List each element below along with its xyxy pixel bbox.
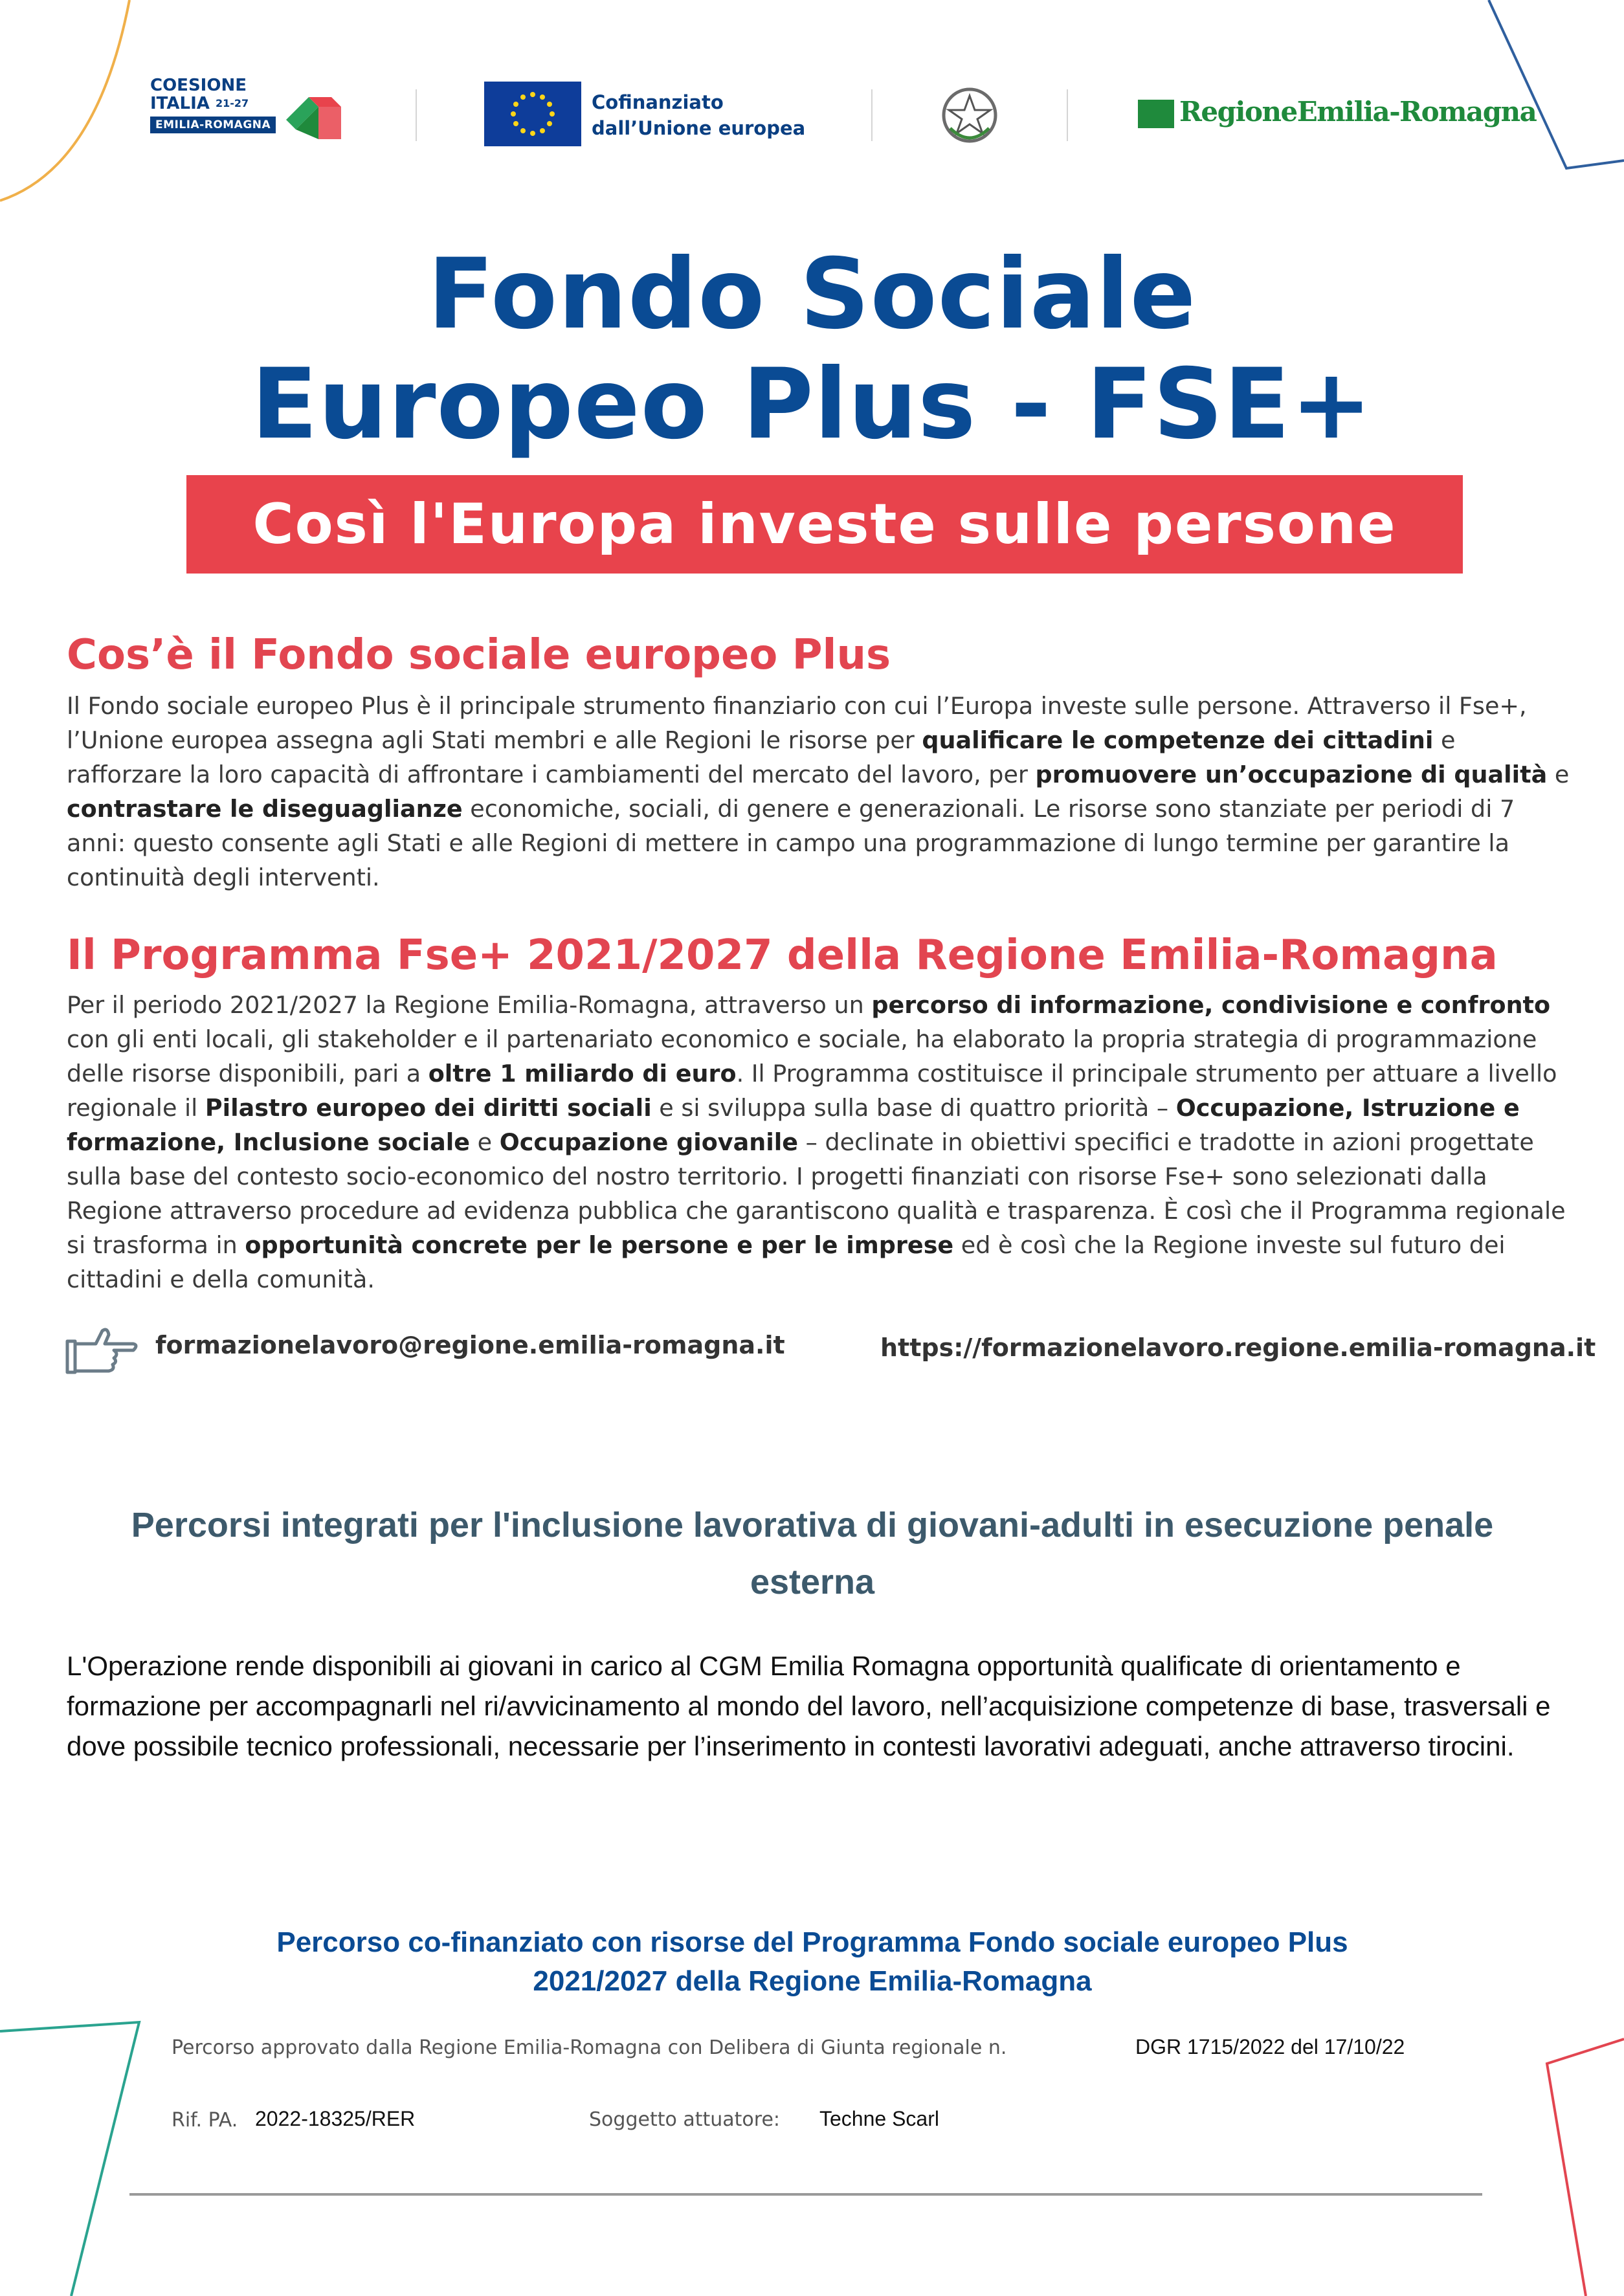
section2-body	[67, 988, 1575, 1297]
logo-separator	[871, 89, 873, 141]
eu-flag-icon	[484, 82, 581, 146]
regione-logo-text: RegioneEmilia-Romagna	[1179, 96, 1537, 128]
text: Per il periodo 2021/2027 la Regione Emilia-Romagna, attraverso un	[67, 991, 872, 1019]
approval-label: Percorso approvato dalla Regione Emilia-Romagna con Delibera di Giunta regionale n.	[172, 2036, 1007, 2059]
coesione-line1: COESIONE	[150, 76, 247, 95]
email-link[interactable]: formazionelavoro@regione.emilia-romagna.it	[155, 1331, 785, 1359]
bold-text: opportunità concrete per le persone e per le imprese	[245, 1231, 954, 1259]
coesione-region: EMILIA-ROMAGNA	[150, 117, 276, 133]
bold-text: qualificare le competenze dei cittadini	[922, 726, 1434, 754]
text: e rafforzare la loro capacità di affrontare i cambiamenti del mercato del lavoro, per	[67, 726, 1456, 788]
bold-text: promuovere un’occupazione di qualità	[1035, 761, 1548, 788]
coesione-arrows-icon	[280, 84, 351, 149]
eu-cofinanced-text	[592, 89, 805, 141]
text: e	[1547, 761, 1570, 788]
bold-text: oltre 1 miliardo di euro	[428, 1060, 737, 1087]
page-title-line1: Fondo Sociale	[427, 238, 1197, 351]
text: ed è così che la Regione investe sul futuro dei cittadini e della comunità.	[67, 1231, 1506, 1293]
eu-line2: dall’Unione europea	[592, 117, 806, 139]
bold-text: Occupazione, Istruzione e formazione, Inclusione sociale	[67, 1094, 1520, 1156]
bold-text: contrastare le diseguaglianze	[67, 795, 463, 823]
text: e	[470, 1128, 500, 1156]
approval-value: DGR 1715/2022 del 17/10/22	[1135, 2035, 1405, 2058]
section2-heading: Il Programma Fse+ 2021/2027 della Regione Emilia-Romagna	[67, 931, 1498, 979]
tagline-banner: Così l'Europa investe sulle persone	[186, 475, 1463, 574]
section1-heading: Cos’è il Fondo sociale europeo Plus	[67, 631, 891, 679]
regione-map-icon	[1138, 100, 1174, 128]
funding-line2: 2021/2027 della Regione Emilia-Romagna	[533, 1965, 1092, 1997]
coesione-period: 21-27	[215, 97, 249, 109]
italian-emblem-icon	[937, 83, 1002, 148]
rif-label: Rif. PA.	[172, 2109, 238, 2132]
text: – declinate in obiettivi specifici e tradotte in azioni progettate sulla base del contesto socio-economico del nostro territorio. I progetti finanziati con risorse Fse+ sono selezionati dalla Regione attraverso procedure ad evidenza pubblica che garantiscono qualità e trasparenza. È così che il Programma regionale si trasforma in	[67, 1128, 1566, 1259]
section1-body	[67, 689, 1575, 895]
page-title-line2: Europeo Plus - FSE+	[251, 348, 1373, 461]
soggetto-label: Soggetto attuatore:	[589, 2108, 781, 2131]
bold-text: percorso di informazione, condivisione e confronto	[871, 991, 1551, 1019]
pointing-hand-icon	[62, 1322, 140, 1380]
text: con gli enti locali, gli stakeholder e il partenariato economico e sociale, ha elaborato la propria strategia di programmazione delle risorse disponibili, pari a	[67, 1025, 1537, 1087]
logo-separator	[416, 89, 417, 141]
funding-line1: Percorso co-finanziato con risorse del Programma Fondo sociale europeo Plus	[276, 1926, 1348, 1958]
operation-title: Percorsi integrati per l'inclusione lavorativa di giovani-adulti in esecuzione penale esterna	[131, 1506, 1494, 1601]
operation-description: L'Operazione rende disponibili ai giovani in carico al CGM Emilia Romagna opportunità qualificate di orientamento e formazione per accompagnarli nel ri/avvicinamento al mondo del lavoro, nell’acquisizione competenze di base, trasversali e dove possibile tecnico professionali, necessarie per l’inserimento in contesti lavorativi adeguati, anche attraverso tirocini.	[67, 1651, 1551, 1761]
coesione-line2: ITALIA	[150, 94, 210, 113]
soggetto-value: Techne Scarl	[819, 2107, 939, 2130]
text: economiche, sociali, di genere e generazionali. Le risorse sono stanziate per periodi di 7 anni: questo consente agli Stati e alle Regioni di mettere in campo una programmazione di lungo termine per garantire la continuità degli interventi.	[67, 795, 1515, 891]
coesione-italia-logo	[150, 76, 357, 154]
eu-line1: Cofinanziato	[592, 91, 724, 113]
regione-emilia-romagna-logo	[1138, 96, 1537, 135]
bold-text: Pilastro europeo dei diritti sociali	[205, 1094, 652, 1122]
website-link[interactable]: https://formazionelavoro.regione.emilia-romagna.it	[880, 1333, 1596, 1362]
text: e si sviluppa sulla base di quattro priorità –	[651, 1094, 1176, 1122]
rif-value: 2022-18325/RER	[255, 2107, 416, 2130]
text: Il Fondo sociale europeo Plus è il principale strumento finanziario con cui l’Europa investe sulle persone. Attraverso il Fse+, l’Unione europea assegna agli Stati membri e alle Regioni le risorse per	[67, 692, 1527, 754]
footer-divider	[129, 2193, 1482, 2196]
logo-separator	[1067, 89, 1068, 141]
bold-text: Occupazione giovanile	[499, 1128, 798, 1156]
text: . Il Programma costituisce il principale strumento per attuare a livello regionale il	[67, 1060, 1557, 1122]
